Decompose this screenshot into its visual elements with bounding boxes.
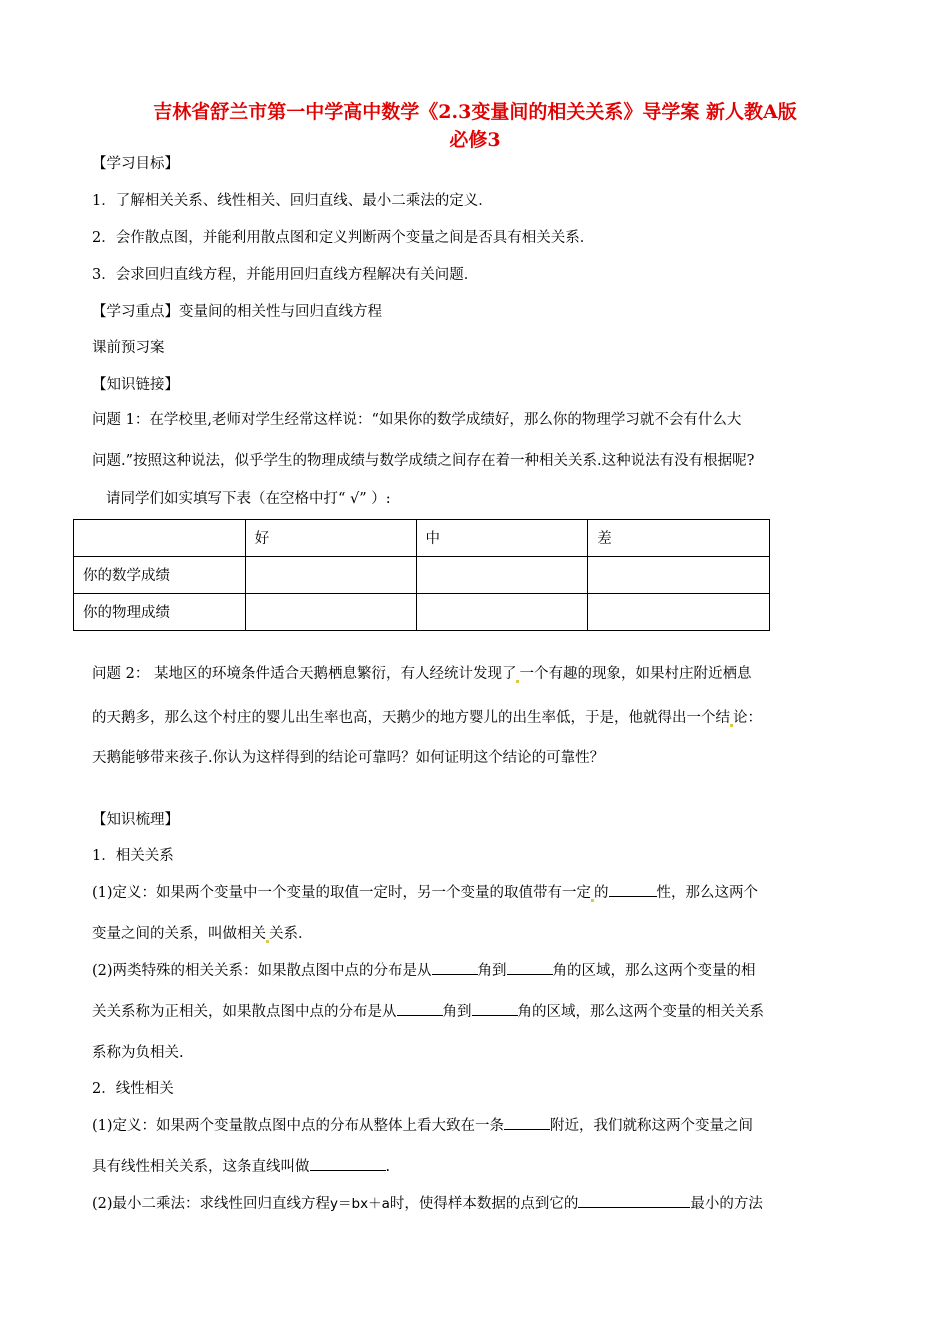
table-cell[interactable] — [416, 594, 588, 631]
definition-text: 性，那么这两个 — [656, 885, 759, 901]
types-text: 角的区域，那么这两个变量的相 — [552, 963, 756, 979]
table-header-row — [74, 520, 770, 557]
grades-table — [73, 519, 770, 631]
section-1-title: 1．相关关系 — [92, 848, 174, 864]
types-text: 角的区域，那么这两个变量的相关关系 — [517, 1004, 764, 1020]
table-cell[interactable] — [245, 557, 416, 594]
table-row — [74, 557, 770, 594]
document-title — [70, 98, 880, 154]
table-header-cell: 好 — [245, 520, 416, 557]
definition-text: 具有线性相关关系，这条直线叫做 — [92, 1159, 310, 1175]
objective-2: 2．会作散点图，并能利用散点图和定义判断两个变量之间是否具有相关关系． — [92, 230, 595, 246]
table-instruction: 请同学们如实填写下表（在空格中打“ √” ）: — [106, 491, 391, 507]
definition-text: 变量之间的关系，叫做相关 — [92, 926, 266, 942]
definition-text: . — [385, 1159, 391, 1175]
section-1-definition-line-2 — [92, 922, 862, 943]
preview-label: 课前预习案 — [92, 340, 165, 356]
types-text: 关关系称为正相关，如果散点图中点的分布是从 — [92, 1004, 397, 1020]
title-line-1: 吉林省舒兰市第一中学高中数学《2.3变量间的相关关系》导学案 新人教A版 — [153, 101, 797, 123]
section-1-types-line-1 — [92, 959, 862, 980]
table-header-cell: 差 — [588, 520, 770, 557]
section-2-definition-line-1 — [92, 1114, 862, 1135]
least-squares-text: (2)最小二乘法：求线性回归直线方程 — [92, 1196, 331, 1212]
question-1-line-2: 问题.”按照这种说法，似乎学生的物理成绩与数学成绩之间存在着一种相关关系.这种说法有没有根据呢? — [92, 453, 755, 469]
table-row — [74, 594, 770, 631]
least-squares-text: 时，使得样本数据的点到它的 — [389, 1196, 579, 1212]
question-2-text: 问题 2： 某地区的环境条件适合天鹅栖息繁衍，有人经统计发现了 — [92, 666, 517, 682]
question-2-text: 一个有趣的现象，如果村庄附近栖息 — [519, 666, 752, 682]
table-row-label: 你的数学成绩 — [74, 557, 246, 594]
table-header-cell: 中 — [416, 520, 588, 557]
definition-text: (1)定义：如果两个变量中一个变量的取值一定时，另一个变量的取值带有一定 — [92, 885, 592, 901]
fill-blank[interactable] — [507, 960, 553, 975]
question-1-line-1: 问题 1：在学校里,老师对学生经常这样说：“如果你的数学成绩好，那么你的物理学习就不会有什么大 — [92, 412, 742, 428]
table-cell[interactable] — [588, 594, 770, 631]
question-2-text: 论： — [733, 710, 762, 726]
question-2-line-3: 天鹅能够带来孩子.你认为这样得到的结论可靠吗？如何证明这个结论的可靠性？ — [92, 750, 605, 766]
fill-blank[interactable] — [504, 1115, 550, 1130]
regression-formula: y＝bx＋a — [330, 1196, 390, 1212]
table-cell[interactable] — [245, 594, 416, 631]
fill-blank[interactable] — [472, 1001, 518, 1016]
fill-blank[interactable] — [432, 960, 478, 975]
question-2-line-1 — [92, 662, 862, 683]
fill-blank[interactable] — [397, 1001, 443, 1016]
definition-text: 关系． — [269, 926, 313, 942]
focus-line — [92, 300, 862, 321]
objective-1: 1．了解相关关系、线性相关、回归直线、最小二乘法的定义． — [92, 193, 493, 209]
question-2-text: 的天鹅多，那么这个村庄的婴儿出生率也高，天鹅少的地方婴儿的出生率低，于是，他就得出一个结 — [92, 710, 730, 726]
focus-text: 变量间的相关性与回归直线方程 — [179, 304, 382, 320]
section-1-definition-line-1 — [92, 881, 862, 902]
section-1-types-line-3: 系称为负相关. — [92, 1045, 184, 1061]
question-2-line-2 — [92, 706, 862, 727]
table-row-label: 你的物理成绩 — [74, 594, 246, 631]
definition-text: (1)定义：如果两个变量散点图中点的分布从整体上看大致在一条 — [92, 1118, 505, 1134]
objective-3: 3．会求回归直线方程，并能用回归直线方程解决有关问题． — [92, 267, 479, 283]
review-heading: 【知识梳理】 — [92, 812, 179, 828]
objectives-heading: 【学习目标】 — [92, 156, 179, 172]
title-line-2: 必修3 — [449, 129, 501, 151]
fill-blank[interactable] — [609, 882, 657, 897]
section-1-types-line-2 — [92, 1000, 862, 1021]
section-2-least-squares-line — [92, 1192, 862, 1213]
definition-text: 的 — [594, 885, 609, 901]
section-2-title: 2．线性相关 — [92, 1081, 174, 1097]
types-text: (2)两类特殊的相关关系：如果散点图中点的分布是从 — [92, 963, 432, 979]
table-cell[interactable] — [416, 557, 588, 594]
section-2-definition-line-2 — [92, 1155, 862, 1176]
fill-blank[interactable] — [578, 1193, 690, 1208]
table-header-cell — [74, 520, 246, 557]
focus-heading: 【学习重点】 — [92, 304, 179, 320]
least-squares-text: 最小的方法 — [690, 1196, 763, 1212]
types-text: 角到 — [477, 963, 507, 979]
types-text: 角到 — [442, 1004, 472, 1020]
table-cell[interactable] — [588, 557, 770, 594]
fill-blank[interactable] — [310, 1156, 386, 1171]
knowledge-link-heading: 【知识链接】 — [92, 377, 179, 393]
definition-text: 附近，我们就称这两个变量之间 — [550, 1118, 754, 1134]
